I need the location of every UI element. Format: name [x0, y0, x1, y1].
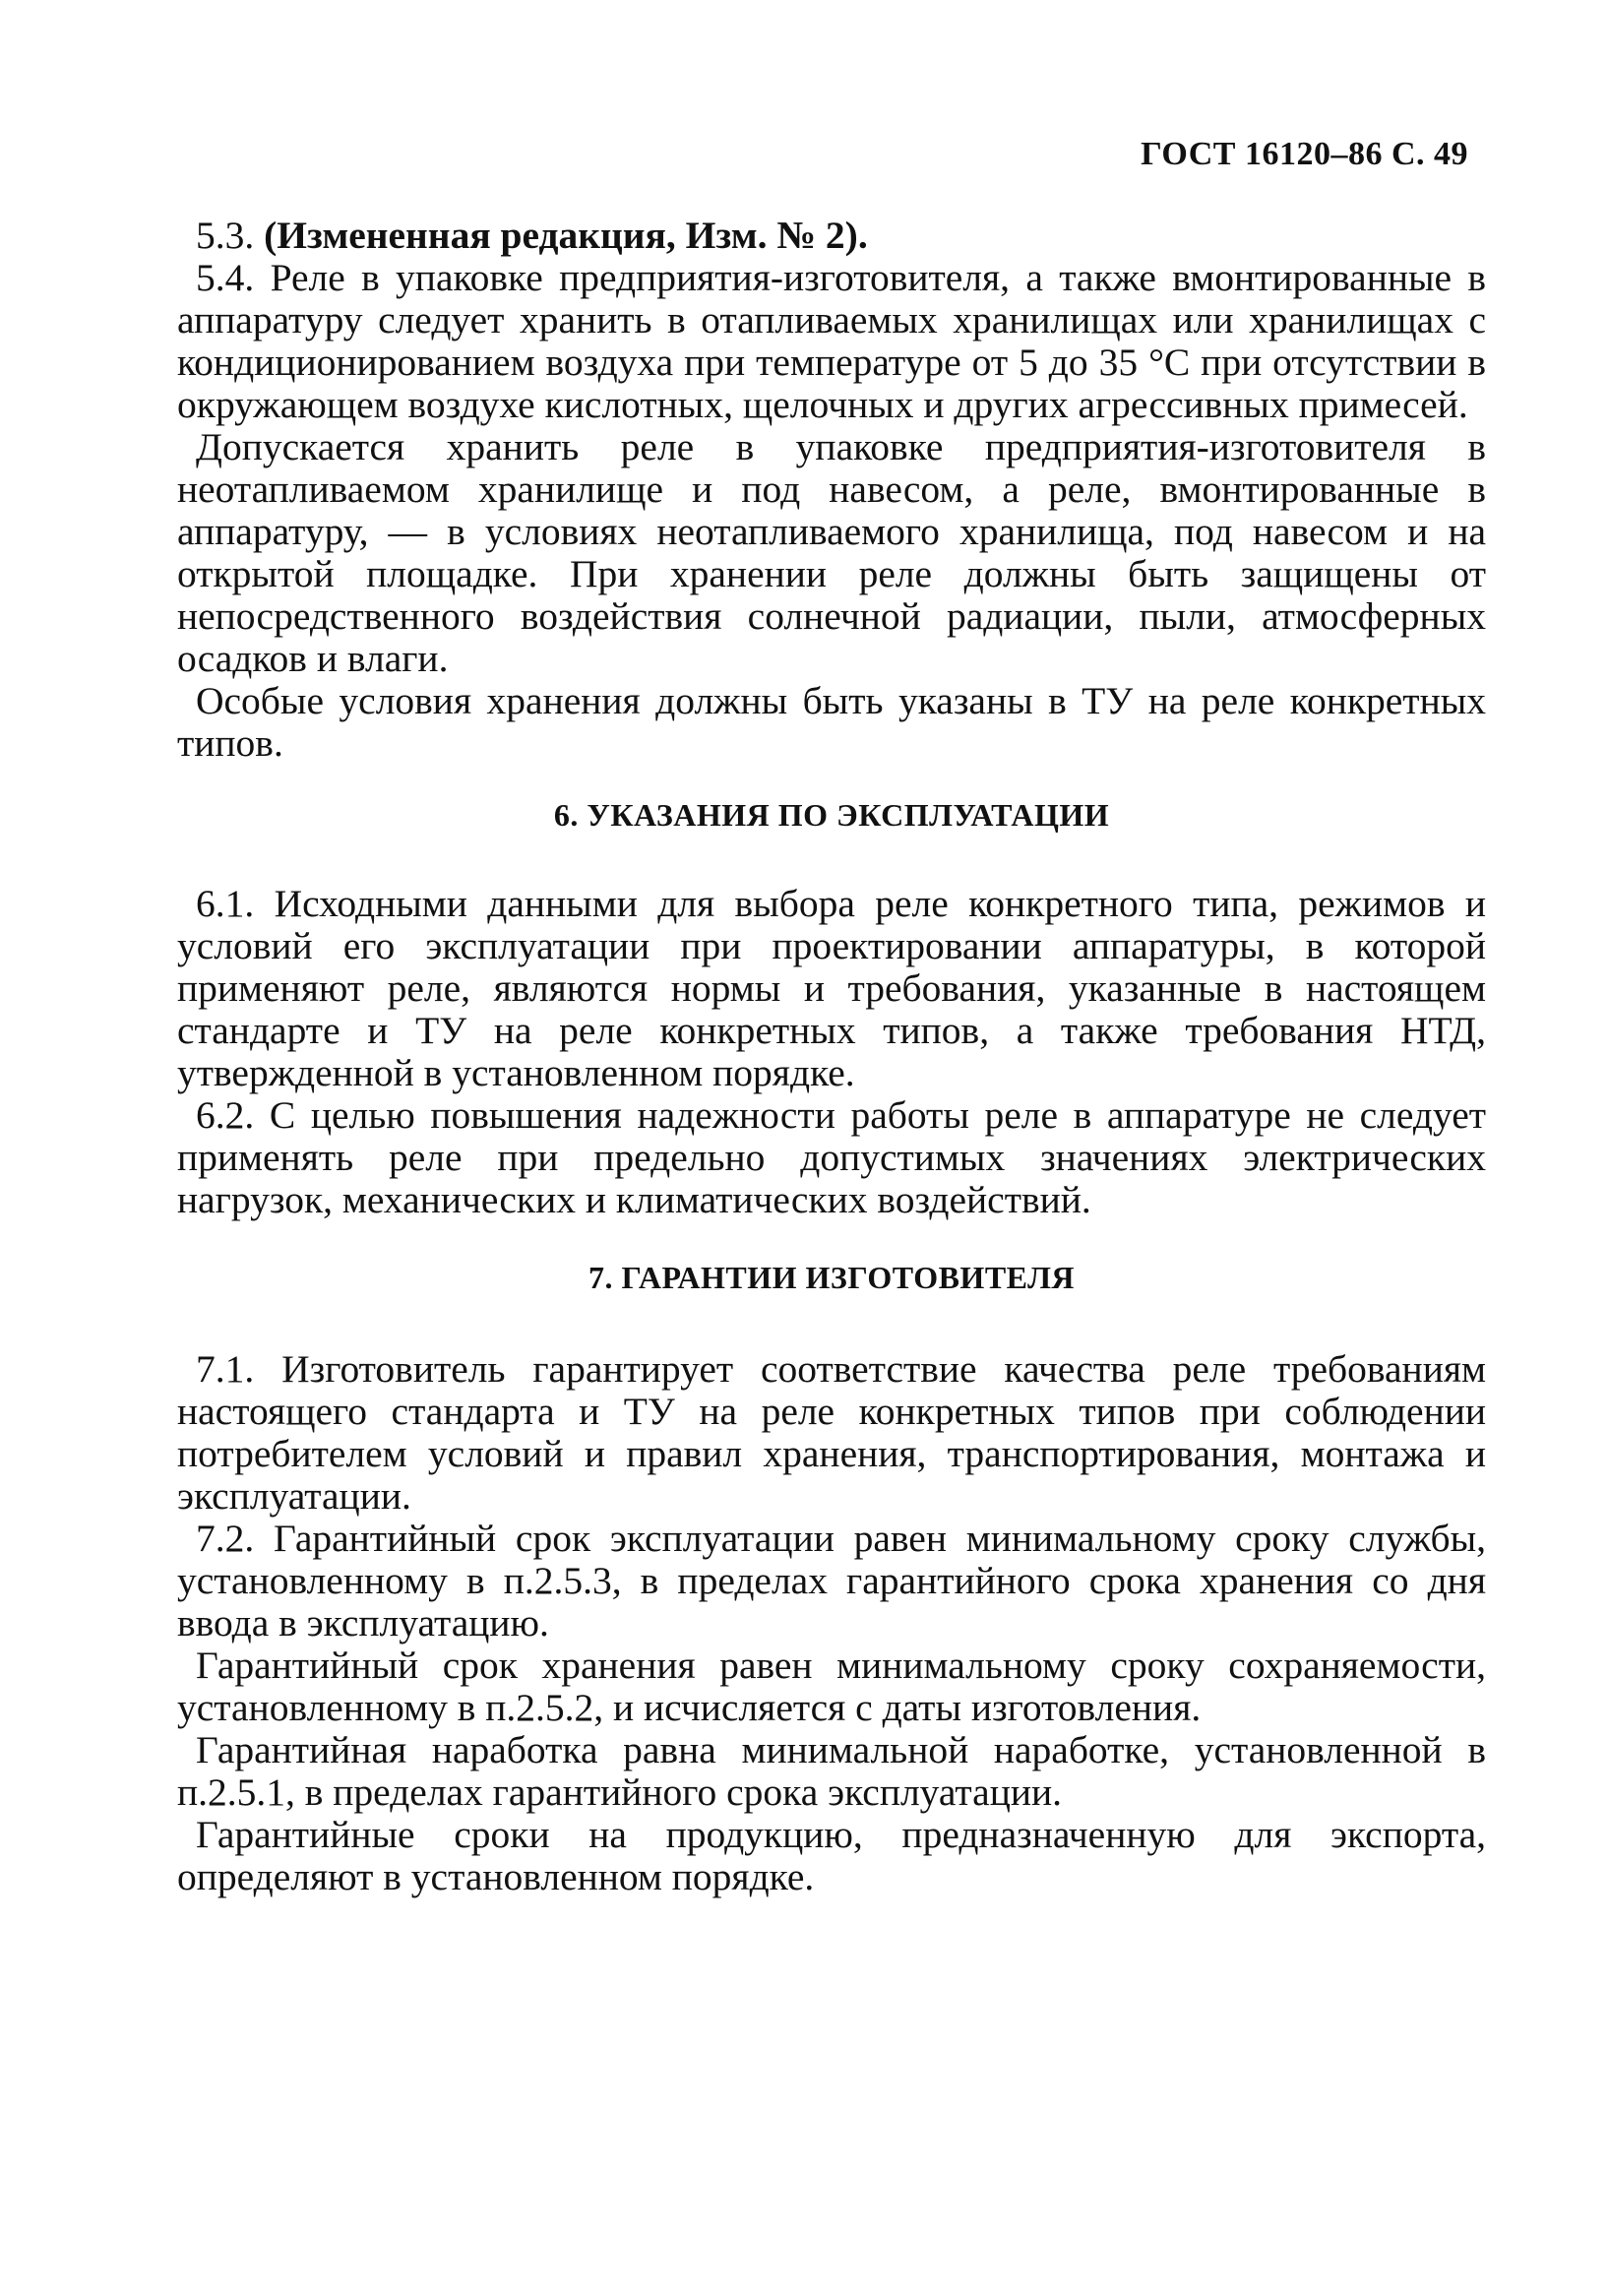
paragraph-5-4	[177, 257, 1486, 426]
paragraph-7-2	[177, 1518, 1486, 1644]
paragraph-7-1	[177, 1348, 1486, 1518]
paragraph-text: Гарантийный срок эксплуатации равен минимальному сроку службы, установленному в п.2.5.3, в пределах гарантийного срока хранения со дня ввода в эксплуатацию.	[177, 1517, 1486, 1644]
paragraph-5-4-special-conditions: Особые условия хранения должны быть указаны в ТУ на реле конкретных типов.	[177, 679, 1486, 765]
paragraph-text: Изготовитель гарантирует соответствие качества реле требованиям настоящего стандарта и ТУ на реле конкретных типов при соблюдении потребителем условий и правил хранения, транспортирования, монтажа и эксплуатации.	[177, 1347, 1487, 1518]
paragraph-number: 5.3.	[196, 214, 255, 257]
paragraph-7-2-storage-warranty: Гарантийный срок хранения равен минимальному сроку сохраняемости, установленному в п.2.5.2, и исчисляется с даты изготовления.	[177, 1644, 1486, 1729]
running-header: ГОСТ 16120–86 С. 49	[1141, 136, 1468, 172]
paragraph-5-4-storage-allowed: Допускается хранить реле в упаковке предприятия-изготовителя в неотапливаемом хранилище и под навесом, а реле, вмонтированные в аппаратуру, — в условиях неотапливаемого хранилища, под навесом и на открытой площадке. При хранении реле должны быть защищены от непосредственного воздействия солнечной радиации, пыли, атмосферных осадков и влаги.	[177, 425, 1486, 680]
section-heading-7: 7. ГАРАНТИИ ИЗГОТОВИТЕЛЯ	[588, 1260, 1076, 1295]
paragraph-6-2	[177, 1094, 1486, 1221]
paragraph-7-2-operating-warranty: Гарантийная наработка равна минимальной наработке, установленной в п.2.5.1, в пределах гарантийного срока эксплуатации.	[177, 1728, 1486, 1814]
paragraph-text: С целью повышения надежности работы реле в аппаратуре не следует применять реле при предельно допустимых значениях электрических нагрузок, механических и климатических воздействий.	[177, 1093, 1487, 1221]
paragraph-text: Исходными данными для выбора реле конкретного типа, режимов и условий его эксплуатации при проектировании аппаратуры, в которой применяют реле, являются нормы и требования, указанные в настоящем стандарте и ТУ на реле конкретных типов, а также требования НТД, утвержденной в установленном порядке.	[177, 882, 1486, 1094]
paragraph-number: 6.1.	[196, 882, 255, 925]
section-heading-6: 6. УКАЗАНИЯ ПО ЭКСПЛУАТАЦИИ	[553, 797, 1110, 833]
paragraph-5-3	[177, 215, 1486, 257]
amendment-note: (Измененная редакция, Изм. № 2).	[264, 214, 868, 257]
paragraph-text: Реле в упаковке предприятия-изготовителя, а также вмонтированные в аппаратуру следует хранить в отапливаемых хранилищах или хранилищах с кондиционированием воздуха при температуре от 5 до 35 °С при отсутствии в окружающем воздухе кислотных, щелочных и других агрессивных примесей.	[177, 256, 1486, 426]
paragraph-6-1	[177, 883, 1486, 1094]
paragraph-number: 5.4.	[196, 256, 255, 299]
document-body	[177, 215, 1486, 1898]
paragraph-7-2-export-warranty: Гарантийные сроки на продукцию, предназначенную для экспорта, определяют в установленном порядке.	[177, 1813, 1486, 1898]
paragraph-number: 6.2.	[196, 1093, 255, 1137]
paragraph-number: 7.1.	[196, 1347, 255, 1391]
paragraph-number: 7.2.	[196, 1517, 255, 1560]
